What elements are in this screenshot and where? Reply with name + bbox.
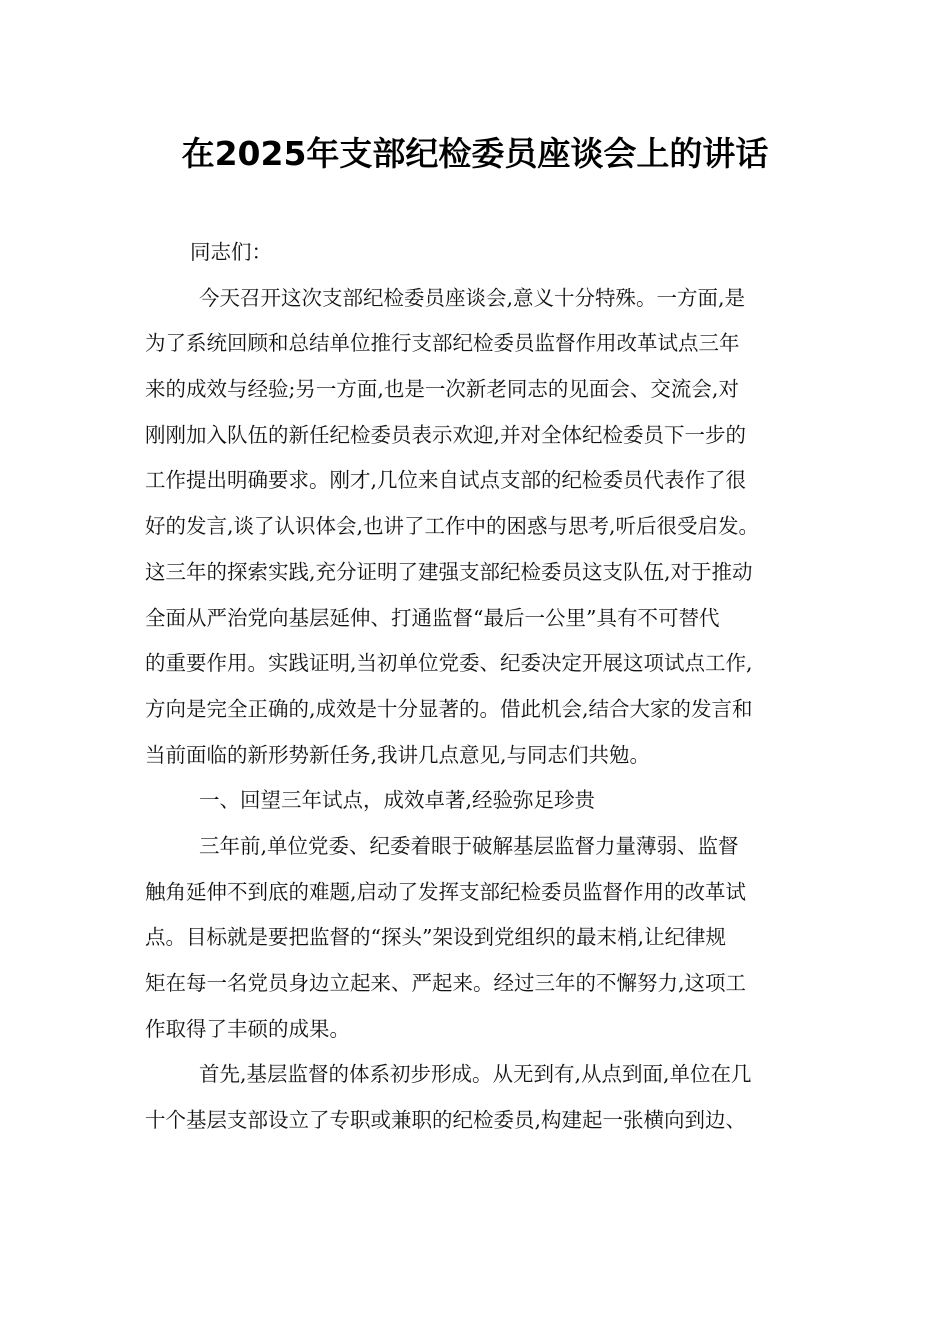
paragraph-line: 三年前,单位党委、纪委着眼于破解基层监督力量薄弱、监督 (199, 833, 739, 858)
paragraph-line: 方向是完全正确的,成效是十分显著的。借此机会,结合大家的发言和 (145, 696, 753, 721)
document-title: 在2025年支部纪检委员座谈会上的讲话 (181, 134, 769, 173)
paragraph-line: 今天召开这次支部纪检委员座谈会,意义十分特殊。一方面,是 (199, 285, 746, 310)
paragraph-line: 全面从严治党向基层延伸、打通监督“最后一公里”具有不可替代 (145, 605, 720, 630)
paragraph-line: 的重要作用。实践证明,当初单位党委、纪委决定开展这项试点工作, (145, 651, 753, 676)
section-heading: 一、回望三年试点，成效卓著,经验弥足珍贵 (199, 788, 596, 813)
document-body (145, 230, 811, 1144)
paragraph-line: 刚刚加入队伍的新任纪检委员表示欢迎,并对全体纪检委员下一步的 (145, 422, 747, 447)
paragraph-line: 工作提出明确要求。刚才,几位来自试点支部的纪检委员代表作了很 (145, 468, 747, 493)
paragraph-line: 触角延伸不到底的难题,启动了发挥支部纪检委员监督作用的改革试 (145, 879, 747, 904)
paragraph-line: 当前面临的新形势新任务,我讲几点意见,与同志们共勉。 (145, 742, 651, 767)
paragraph-line: 好的发言,谈了认识体会,也讲了工作中的困惑与思考,听后很受启发。 (145, 514, 760, 539)
salutation: 同志们： (190, 240, 272, 264)
paragraph-line: 来的成效与经验;另一方面,也是一次新老同志的见面会、交流会,对 (145, 377, 739, 402)
paragraph-line: 十个基层支部设立了专职或兼职的纪检委员,构建起一张横向到边、 (145, 1108, 747, 1133)
paragraph-line: 矩在每一名党员身边立起来、严起来。经过三年的不懈努力,这项工 (145, 971, 747, 995)
paragraph-line: 首先,基层监督的体系初步形成。从无到有,从点到面,单位在几 (199, 1062, 752, 1087)
paragraph-line: 点。目标就是要把监督的“探头”架设到党组织的最末梢,让纪律规 (145, 925, 726, 950)
paragraph-line: 作取得了丰硕的成果。 (145, 1016, 350, 1041)
paragraph-line: 为了系统回顾和总结单位推行支部纪检委员监督作用改革试点三年 (145, 331, 740, 356)
paragraph-line: 这三年的探索实践,充分证明了建强支部纪检委员这支队伍,对于推动 (145, 559, 753, 584)
